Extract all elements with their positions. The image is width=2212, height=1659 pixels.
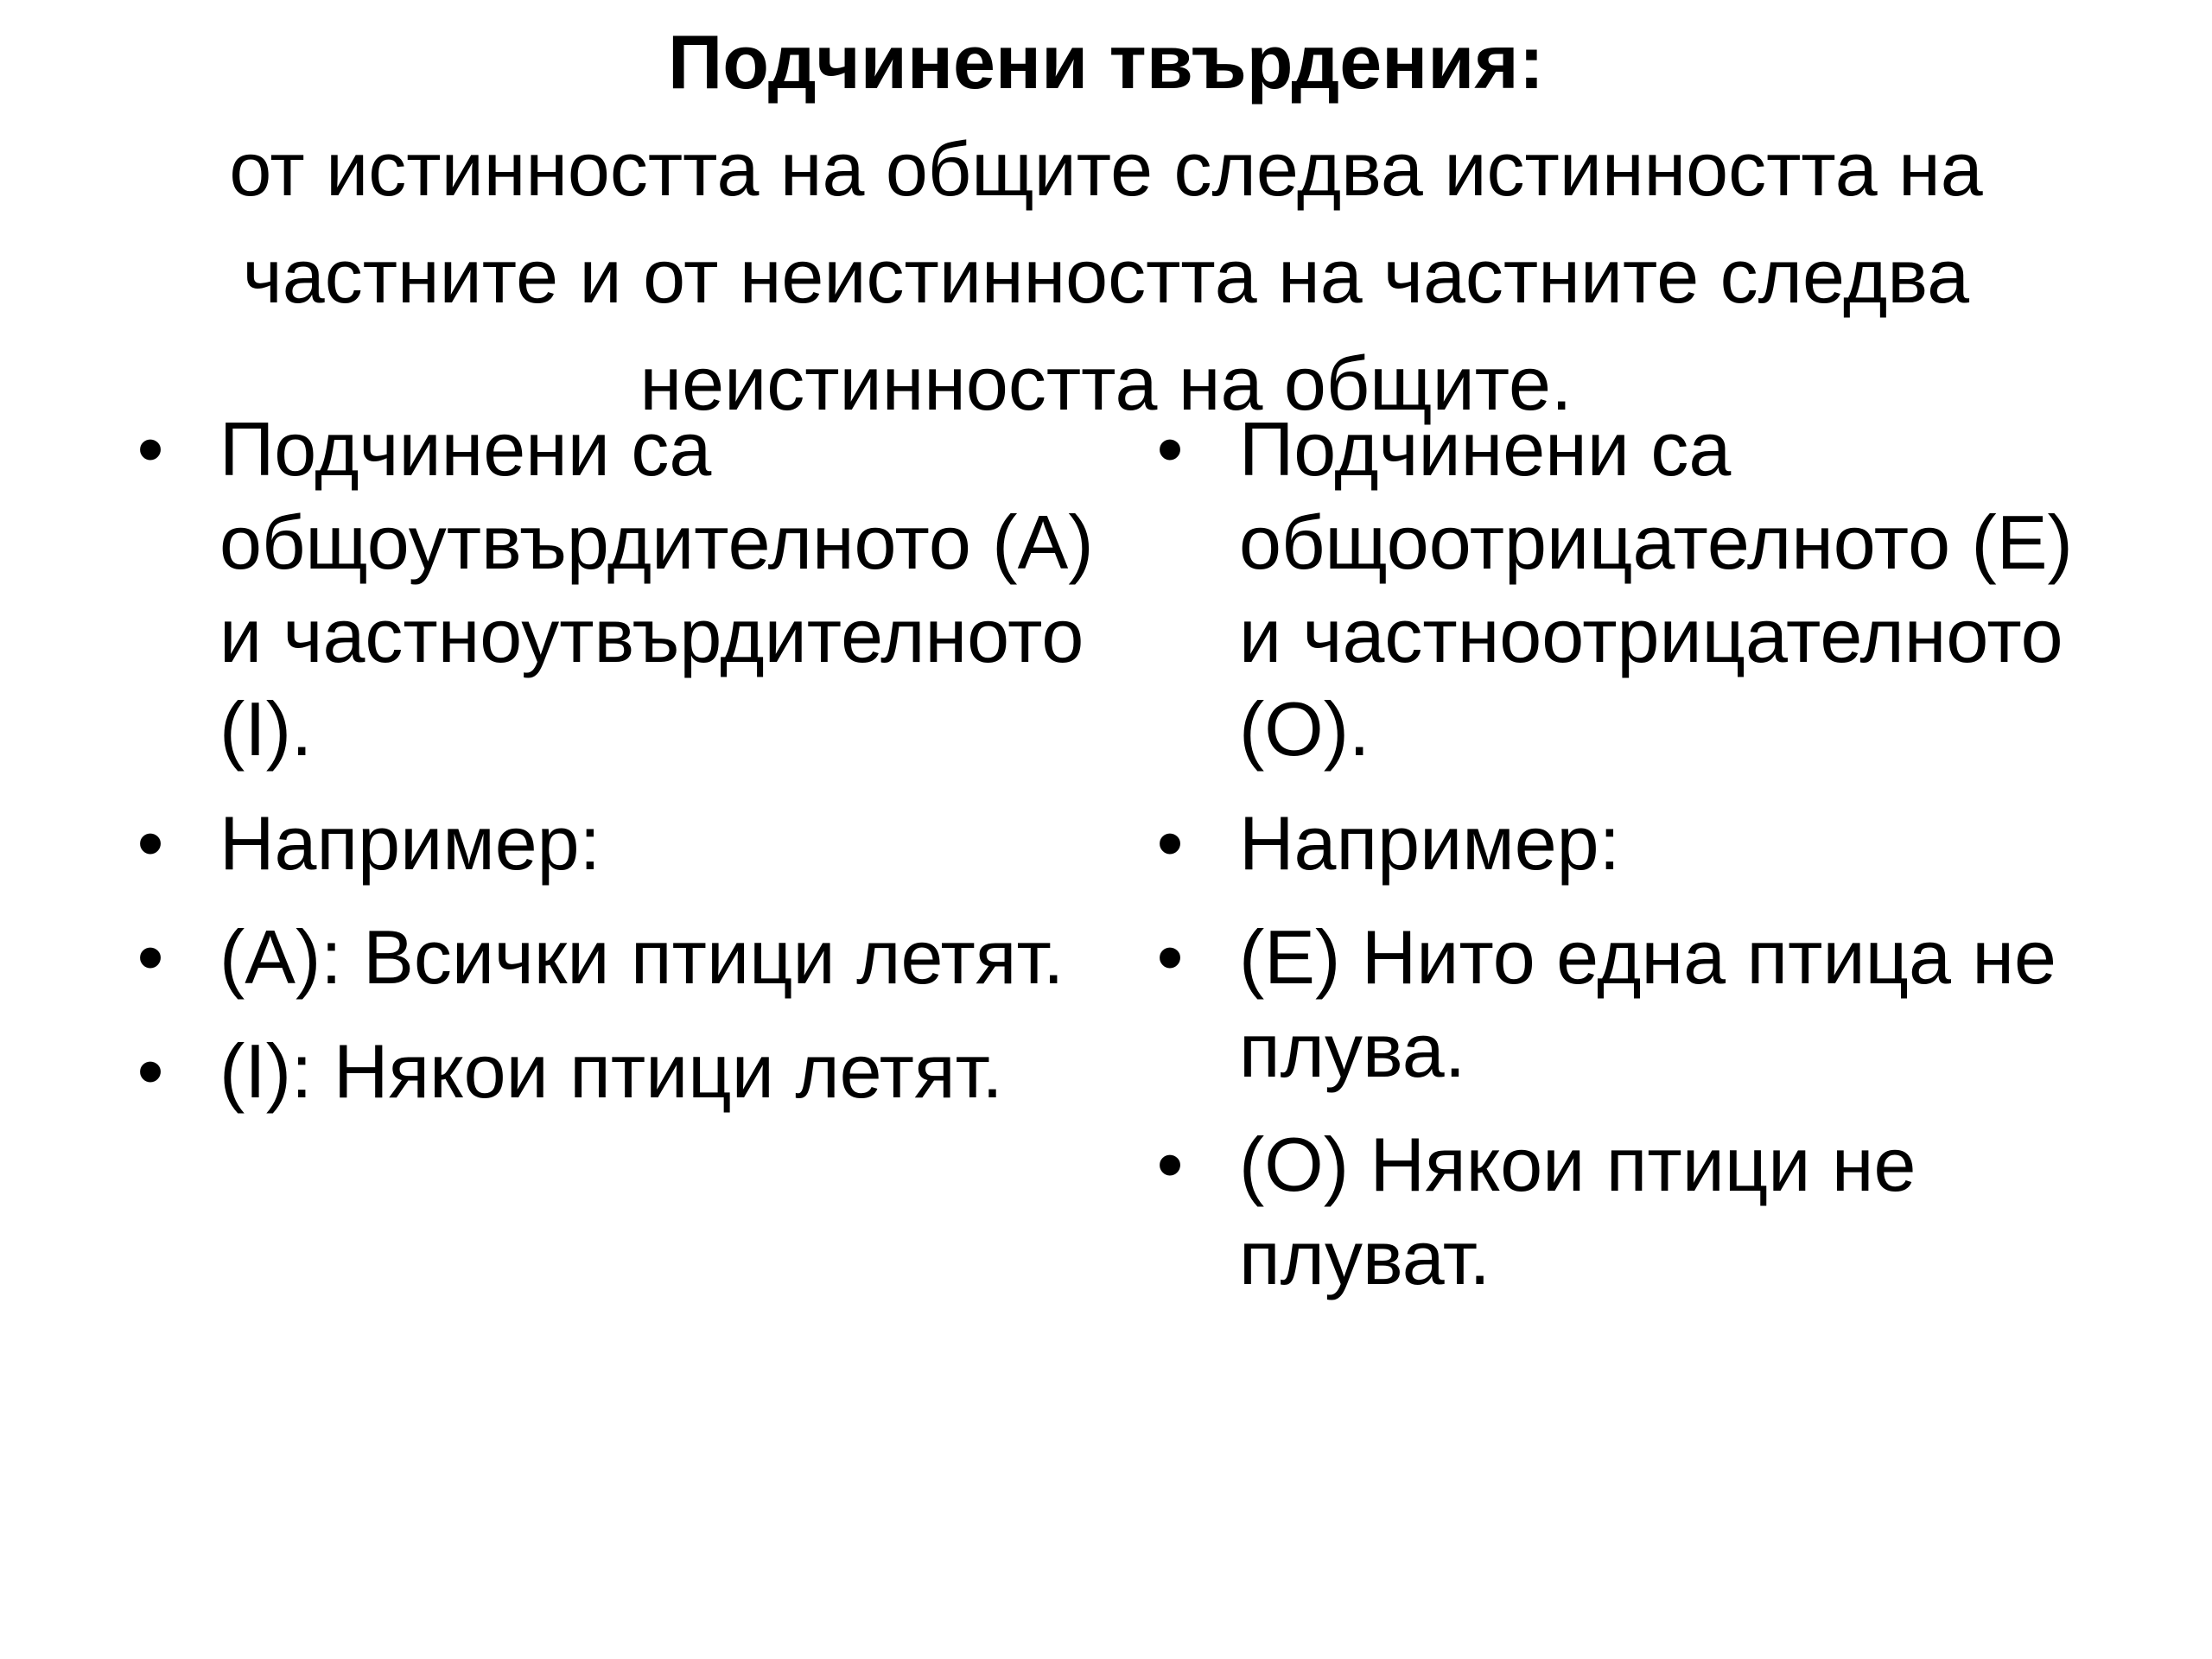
right-bullet-list [1149,403,2126,1305]
bullet-icon: • [1156,406,1184,492]
bullet-icon: • [137,406,164,492]
left-column [130,403,1123,1139]
list-item-text: (Е) Нито една птица не плува. [1239,914,2056,1093]
list-item-text: Подчинени са общоотрицателното (Е) и частноотрицателното (О). [1239,406,2073,772]
right-column [1149,403,2126,1325]
list-item [1149,1118,2126,1305]
slide-title: Подчинени твърдения: [667,19,1545,105]
list-item [1149,797,2126,890]
slide-title-block [138,9,2074,437]
bullet-icon: • [137,1028,164,1114]
list-item-text: Например: [219,800,601,886]
list-item [130,911,1123,1004]
list-item [130,403,1123,776]
left-bullet-list [130,403,1123,1118]
list-item-text: (О) Някои птици не плуват. [1239,1122,1916,1300]
bullet-icon: • [1156,914,1184,1000]
bullet-icon: • [137,800,164,886]
list-item-text: (А): Всички птици летят. [219,914,1065,1000]
bullet-icon: • [1156,1122,1184,1207]
slide-subtitle: от истинността на общите следва истинността на частните и от неистинността на частните следва неистинността на общите. [229,126,1983,426]
list-item [130,1025,1123,1118]
list-item [130,797,1123,890]
list-item-text: (I): Някои птици летят. [219,1028,1003,1114]
list-item [1149,403,2126,776]
list-item-text: Подчинени са общоутвърдителното (А) и частноутвърдителното (I). [219,406,1094,772]
bullet-icon: • [137,914,164,1000]
list-item [1149,911,2126,1097]
bullet-icon: • [1156,800,1184,886]
list-item-text: Например: [1239,800,1621,886]
